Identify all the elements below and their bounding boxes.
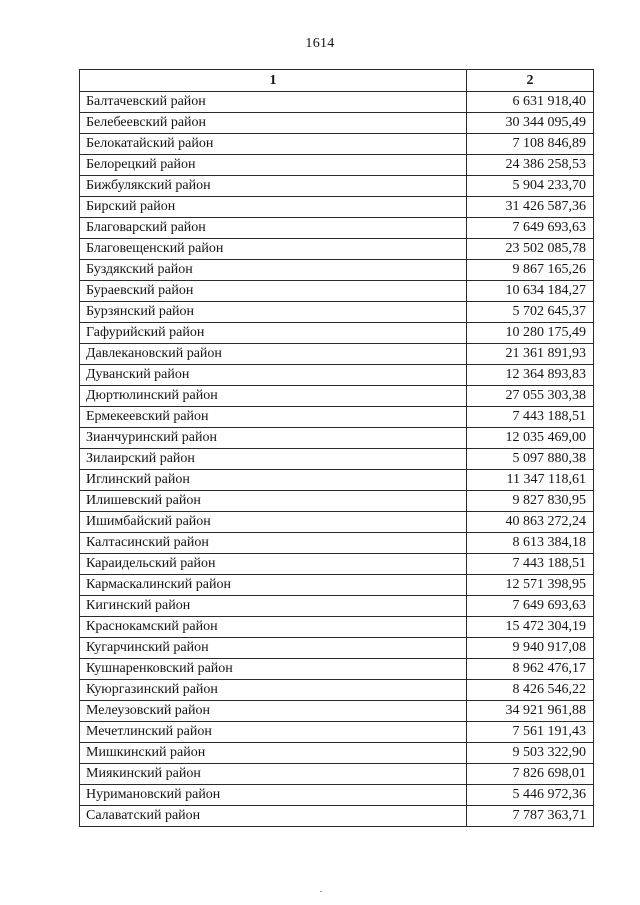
table-row bbox=[80, 344, 594, 365]
table-row bbox=[80, 197, 594, 218]
district-name-cell: Балтачевский район bbox=[80, 92, 467, 113]
district-name-cell: Кигинский район bbox=[80, 596, 467, 617]
table-row bbox=[80, 554, 594, 575]
amount-cell: 12 571 398,95 bbox=[467, 575, 594, 596]
district-name-cell: Салаватский район bbox=[80, 806, 467, 827]
amount-cell: 5 904 233,70 bbox=[467, 176, 594, 197]
amount-cell: 8 426 546,22 bbox=[467, 680, 594, 701]
column-header-2: 2 bbox=[467, 70, 594, 92]
district-name-cell: Мелеузовский район bbox=[80, 701, 467, 722]
table-body bbox=[80, 92, 594, 827]
district-name-cell: Белебеевский район bbox=[80, 113, 467, 134]
district-name-cell: Буздякский район bbox=[80, 260, 467, 281]
amount-cell: 7 649 693,63 bbox=[467, 596, 594, 617]
table-row bbox=[80, 113, 594, 134]
district-name-cell: Нуримановский район bbox=[80, 785, 467, 806]
table-row bbox=[80, 260, 594, 281]
amount-cell: 9 940 917,08 bbox=[467, 638, 594, 659]
district-name-cell: Белорецкий район bbox=[80, 155, 467, 176]
amount-cell: 8 613 384,18 bbox=[467, 533, 594, 554]
amount-cell: 10 634 184,27 bbox=[467, 281, 594, 302]
district-name-cell: Благовещенский район bbox=[80, 239, 467, 260]
district-amounts-table bbox=[79, 69, 594, 827]
district-name-cell: Давлекановский район bbox=[80, 344, 467, 365]
district-name-cell: Кушнаренковский район bbox=[80, 659, 467, 680]
table-row bbox=[80, 659, 594, 680]
table-row bbox=[80, 218, 594, 239]
amount-cell: 21 361 891,93 bbox=[467, 344, 594, 365]
amount-cell: 5 702 645,37 bbox=[467, 302, 594, 323]
table-row bbox=[80, 722, 594, 743]
column-header-1: 1 bbox=[80, 70, 467, 92]
amount-cell: 9 867 165,26 bbox=[467, 260, 594, 281]
amount-cell: 15 472 304,19 bbox=[467, 617, 594, 638]
district-name-cell: Благоварский район bbox=[80, 218, 467, 239]
amount-cell: 27 055 303,38 bbox=[467, 386, 594, 407]
page-number: 1614 bbox=[305, 36, 335, 51]
amount-cell: 5 097 880,38 bbox=[467, 449, 594, 470]
scan-speck bbox=[320, 891, 322, 892]
table-row bbox=[80, 323, 594, 344]
table-row bbox=[80, 470, 594, 491]
table-row bbox=[80, 407, 594, 428]
table-row bbox=[80, 701, 594, 722]
table-row bbox=[80, 134, 594, 155]
table-row bbox=[80, 365, 594, 386]
amount-cell: 11 347 118,61 bbox=[467, 470, 594, 491]
district-name-cell: Ермекеевский район bbox=[80, 407, 467, 428]
amount-cell: 10 280 175,49 bbox=[467, 323, 594, 344]
amount-cell: 30 344 095,49 bbox=[467, 113, 594, 134]
table-row bbox=[80, 806, 594, 827]
district-name-cell: Бурзянский район bbox=[80, 302, 467, 323]
district-name-cell: Ишимбайский район bbox=[80, 512, 467, 533]
district-name-cell: Гафурийский район bbox=[80, 323, 467, 344]
district-name-cell: Дюртюлинский район bbox=[80, 386, 467, 407]
amount-cell: 8 962 476,17 bbox=[467, 659, 594, 680]
amount-cell: 7 649 693,63 bbox=[467, 218, 594, 239]
district-name-cell: Кармаскалинский район bbox=[80, 575, 467, 596]
district-name-cell: Иглинский район bbox=[80, 470, 467, 491]
amount-cell: 24 386 258,53 bbox=[467, 155, 594, 176]
amount-cell: 7 108 846,89 bbox=[467, 134, 594, 155]
amount-cell: 40 863 272,24 bbox=[467, 512, 594, 533]
table-row bbox=[80, 680, 594, 701]
table-row bbox=[80, 596, 594, 617]
table-header-row bbox=[80, 70, 594, 92]
table-row bbox=[80, 764, 594, 785]
amount-cell: 31 426 587,36 bbox=[467, 197, 594, 218]
table-row bbox=[80, 428, 594, 449]
district-name-cell: Мишкинский район bbox=[80, 743, 467, 764]
district-name-cell: Кугарчинский район bbox=[80, 638, 467, 659]
amount-cell: 23 502 085,78 bbox=[467, 239, 594, 260]
amount-cell: 12 364 893,83 bbox=[467, 365, 594, 386]
amount-cell: 7 826 698,01 bbox=[467, 764, 594, 785]
district-name-cell: Белокатайский район bbox=[80, 134, 467, 155]
table-row bbox=[80, 281, 594, 302]
district-name-cell: Бирский район bbox=[80, 197, 467, 218]
amount-cell: 5 446 972,36 bbox=[467, 785, 594, 806]
amount-cell: 34 921 961,88 bbox=[467, 701, 594, 722]
table-row bbox=[80, 92, 594, 113]
table-row bbox=[80, 533, 594, 554]
district-name-cell: Бураевский район bbox=[80, 281, 467, 302]
table-row bbox=[80, 302, 594, 323]
table-row bbox=[80, 491, 594, 512]
district-name-cell: Караидельский район bbox=[80, 554, 467, 575]
table-row bbox=[80, 638, 594, 659]
district-name-cell: Миякинский район bbox=[80, 764, 467, 785]
amount-cell: 9 827 830,95 bbox=[467, 491, 594, 512]
amount-cell: 6 631 918,40 bbox=[467, 92, 594, 113]
table-row bbox=[80, 743, 594, 764]
district-name-cell: Дуванский район bbox=[80, 365, 467, 386]
table-row bbox=[80, 386, 594, 407]
amount-cell: 7 787 363,71 bbox=[467, 806, 594, 827]
district-name-cell: Бижбулякский район bbox=[80, 176, 467, 197]
amount-cell: 9 503 322,90 bbox=[467, 743, 594, 764]
district-name-cell: Калтасинский район bbox=[80, 533, 467, 554]
table-row bbox=[80, 239, 594, 260]
table-row bbox=[80, 155, 594, 176]
table-row bbox=[80, 617, 594, 638]
district-name-cell: Зианчуринский район bbox=[80, 428, 467, 449]
district-name-cell: Краснокамский район bbox=[80, 617, 467, 638]
district-name-cell: Куюргазинский район bbox=[80, 680, 467, 701]
amount-cell: 12 035 469,00 bbox=[467, 428, 594, 449]
district-name-cell: Мечетлинский район bbox=[80, 722, 467, 743]
table-row bbox=[80, 575, 594, 596]
table-row bbox=[80, 176, 594, 197]
district-name-cell: Зилаирский район bbox=[80, 449, 467, 470]
table-row bbox=[80, 512, 594, 533]
amount-cell: 7 443 188,51 bbox=[467, 407, 594, 428]
amount-cell: 7 561 191,43 bbox=[467, 722, 594, 743]
amount-cell: 7 443 188,51 bbox=[467, 554, 594, 575]
table-row bbox=[80, 785, 594, 806]
district-name-cell: Илишевский район bbox=[80, 491, 467, 512]
table-row bbox=[80, 449, 594, 470]
